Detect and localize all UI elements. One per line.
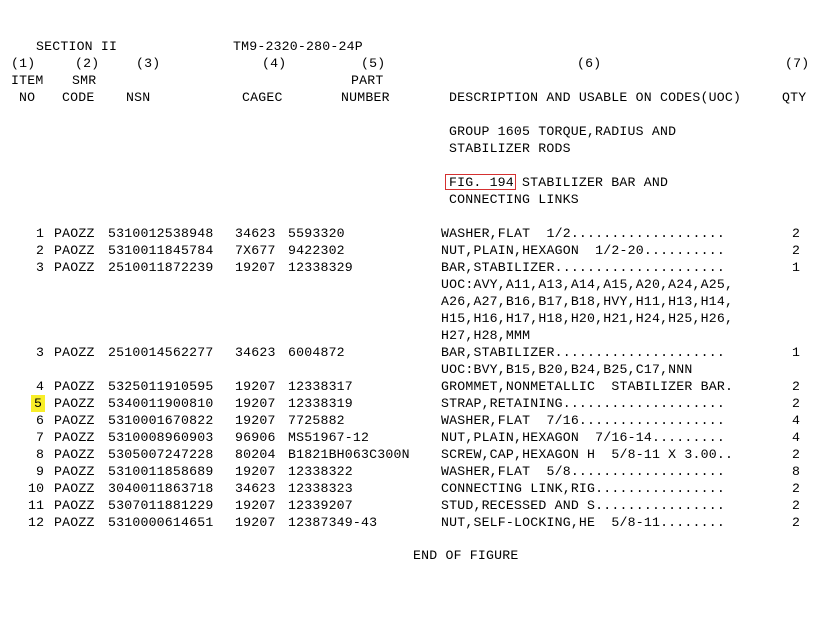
cagec: 80204 bbox=[235, 447, 276, 462]
item-no: 3 bbox=[36, 260, 45, 275]
item-no: 12 bbox=[28, 515, 45, 530]
part-number: 5593320 bbox=[288, 226, 345, 241]
cagec: 19207 bbox=[235, 515, 276, 530]
smr-code: PAOZZ bbox=[54, 481, 95, 496]
smr-code: PAOZZ bbox=[54, 243, 95, 258]
col-num-5: (5) bbox=[361, 56, 386, 71]
nsn: 5310000614651 bbox=[108, 515, 214, 530]
col-header-code: CODE bbox=[62, 90, 95, 105]
smr-code: PAOZZ bbox=[54, 226, 95, 241]
smr-code: PAOZZ bbox=[54, 345, 95, 360]
cagec: 19207 bbox=[235, 260, 276, 275]
smr-code: PAOZZ bbox=[54, 379, 95, 394]
col-num-1: (1) bbox=[11, 56, 36, 71]
smr-code: PAOZZ bbox=[54, 413, 95, 428]
col-header-qty: QTY bbox=[782, 90, 807, 105]
col-header-number: NUMBER bbox=[341, 90, 390, 105]
smr-code: PAOZZ bbox=[54, 498, 95, 513]
nsn: 2510011872239 bbox=[108, 260, 214, 275]
qty: 2 bbox=[792, 498, 801, 513]
nsn: 5310012538948 bbox=[108, 226, 214, 241]
qty: 2 bbox=[792, 226, 801, 241]
smr-code: PAOZZ bbox=[54, 260, 95, 275]
item-no: 6 bbox=[36, 413, 45, 428]
part-number: 12338317 bbox=[288, 379, 353, 394]
cagec: 19207 bbox=[235, 396, 276, 411]
description: GROMMET,NONMETALLIC STABILIZER BAR. bbox=[441, 379, 734, 394]
cagec: 19207 bbox=[235, 413, 276, 428]
part-number: 9422302 bbox=[288, 243, 345, 258]
description: NUT,PLAIN,HEXAGON 1/2-20.......... bbox=[441, 243, 725, 258]
item-no: 7 bbox=[36, 430, 45, 445]
cagec: 34623 bbox=[235, 226, 276, 241]
item-no: 10 bbox=[28, 481, 45, 496]
item-no: 4 bbox=[36, 379, 45, 394]
figure-subtitle: CONNECTING LINKS bbox=[449, 192, 579, 207]
col-header-nsn: NSN bbox=[126, 90, 151, 105]
figure-title bbox=[449, 174, 668, 191]
part-number: B1821BH063C300N bbox=[288, 447, 410, 462]
nsn: 5305007247228 bbox=[108, 447, 214, 462]
description: NUT,PLAIN,HEXAGON 7/16-14......... bbox=[441, 430, 725, 445]
qty: 2 bbox=[792, 396, 801, 411]
part-number: 12338322 bbox=[288, 464, 353, 479]
description: BAR,STABILIZER..................... bbox=[441, 345, 725, 360]
qty: 2 bbox=[792, 481, 801, 496]
part-number: 12387349-43 bbox=[288, 515, 378, 530]
smr-code: PAOZZ bbox=[54, 447, 95, 462]
nsn: 3040011863718 bbox=[108, 481, 214, 496]
nsn: 5310008960903 bbox=[108, 430, 214, 445]
cagec: 34623 bbox=[235, 481, 276, 496]
item-no: 5 bbox=[31, 395, 45, 412]
item-no: 11 bbox=[28, 498, 45, 513]
col-header-no: NO bbox=[19, 90, 36, 105]
uoc-line: A26,A27,B16,B17,B18,HVY,H11,H13,H14, bbox=[441, 294, 734, 309]
description: CONNECTING LINK,RIG................ bbox=[441, 481, 725, 496]
item-no: 2 bbox=[36, 243, 45, 258]
col-header-smr: SMR bbox=[72, 73, 97, 88]
item-no: 9 bbox=[36, 464, 45, 479]
cagec: 7X677 bbox=[235, 243, 276, 258]
description: BAR,STABILIZER..................... bbox=[441, 260, 725, 275]
col-header-cagec: CAGEC bbox=[242, 90, 283, 105]
figure-title-text: STABILIZER BAR AND bbox=[513, 175, 669, 190]
part-number: MS51967-12 bbox=[288, 430, 370, 445]
col-header-description: DESCRIPTION AND USABLE ON CODES(UOC) bbox=[449, 90, 742, 105]
col-num-3: (3) bbox=[136, 56, 161, 71]
nsn: 2510014562277 bbox=[108, 345, 214, 360]
col-num-2: (2) bbox=[75, 56, 100, 71]
part-number: 12338323 bbox=[288, 481, 353, 496]
cagec: 34623 bbox=[235, 345, 276, 360]
uoc-line: UOC:AVY,A11,A13,A14,A15,A20,A24,A25, bbox=[441, 277, 734, 292]
qty: 2 bbox=[792, 379, 801, 394]
nsn: 5325011910595 bbox=[108, 379, 214, 394]
item-no: 8 bbox=[36, 447, 45, 462]
smr-code: PAOZZ bbox=[54, 515, 95, 530]
nsn: 5307011881229 bbox=[108, 498, 214, 513]
part-number: 12339207 bbox=[288, 498, 353, 513]
cagec: 19207 bbox=[235, 464, 276, 479]
item-no: 1 bbox=[36, 226, 45, 241]
description: WASHER,FLAT 5/8................... bbox=[441, 464, 725, 479]
part-number: 6004872 bbox=[288, 345, 345, 360]
qty: 8 bbox=[792, 464, 801, 479]
qty: 4 bbox=[792, 430, 801, 445]
smr-code: PAOZZ bbox=[54, 464, 95, 479]
group-subtitle: STABILIZER RODS bbox=[449, 141, 571, 156]
nsn: 5310001670822 bbox=[108, 413, 214, 428]
col-num-7: (7) bbox=[785, 56, 810, 71]
uoc-line: H15,H16,H17,H18,H20,H21,H24,H25,H26, bbox=[441, 311, 734, 326]
uoc-line: UOC:BVY,B15,B20,B24,B25,C17,NNN bbox=[441, 362, 693, 377]
description: NUT,SELF-LOCKING,HE 5/8-11........ bbox=[441, 515, 725, 530]
cagec: 19207 bbox=[235, 379, 276, 394]
qty: 1 bbox=[792, 345, 801, 360]
qty: 2 bbox=[792, 515, 801, 530]
col-num-4: (4) bbox=[262, 56, 287, 71]
part-number: 12338329 bbox=[288, 260, 353, 275]
qty: 2 bbox=[792, 243, 801, 258]
cagec: 19207 bbox=[235, 498, 276, 513]
nsn: 5310011858689 bbox=[108, 464, 214, 479]
cagec: 96906 bbox=[235, 430, 276, 445]
description: WASHER,FLAT 1/2................... bbox=[441, 226, 725, 241]
item-no: 3 bbox=[36, 345, 45, 360]
qty: 1 bbox=[792, 260, 801, 275]
description: WASHER,FLAT 7/16.................. bbox=[441, 413, 725, 428]
qty: 4 bbox=[792, 413, 801, 428]
nsn: 5340011900810 bbox=[108, 396, 214, 411]
description: SCREW,CAP,HEXAGON H 5/8-11 X 3.00.. bbox=[441, 447, 734, 462]
smr-code: PAOZZ bbox=[54, 396, 95, 411]
part-number: 12338319 bbox=[288, 396, 353, 411]
figure-label: FIG. 194 bbox=[449, 175, 514, 190]
description: STUD,RECESSED AND S................ bbox=[441, 498, 725, 513]
group-title: GROUP 1605 TORQUE,RADIUS AND bbox=[449, 124, 677, 139]
col-header-part: PART bbox=[351, 73, 384, 88]
nsn: 5310011845784 bbox=[108, 243, 214, 258]
col-num-6: (6) bbox=[577, 56, 602, 71]
smr-code: PAOZZ bbox=[54, 430, 95, 445]
uoc-line: H27,H28,MMM bbox=[441, 328, 531, 343]
col-header-item: ITEM bbox=[11, 73, 44, 88]
part-number: 7725882 bbox=[288, 413, 345, 428]
end-of-figure: END OF FIGURE bbox=[413, 548, 519, 563]
tm-number: TM9-2320-280-24P bbox=[233, 39, 363, 54]
section-title: SECTION II bbox=[36, 39, 118, 54]
description: STRAP,RETAINING.................... bbox=[441, 396, 725, 411]
qty: 2 bbox=[792, 447, 801, 462]
